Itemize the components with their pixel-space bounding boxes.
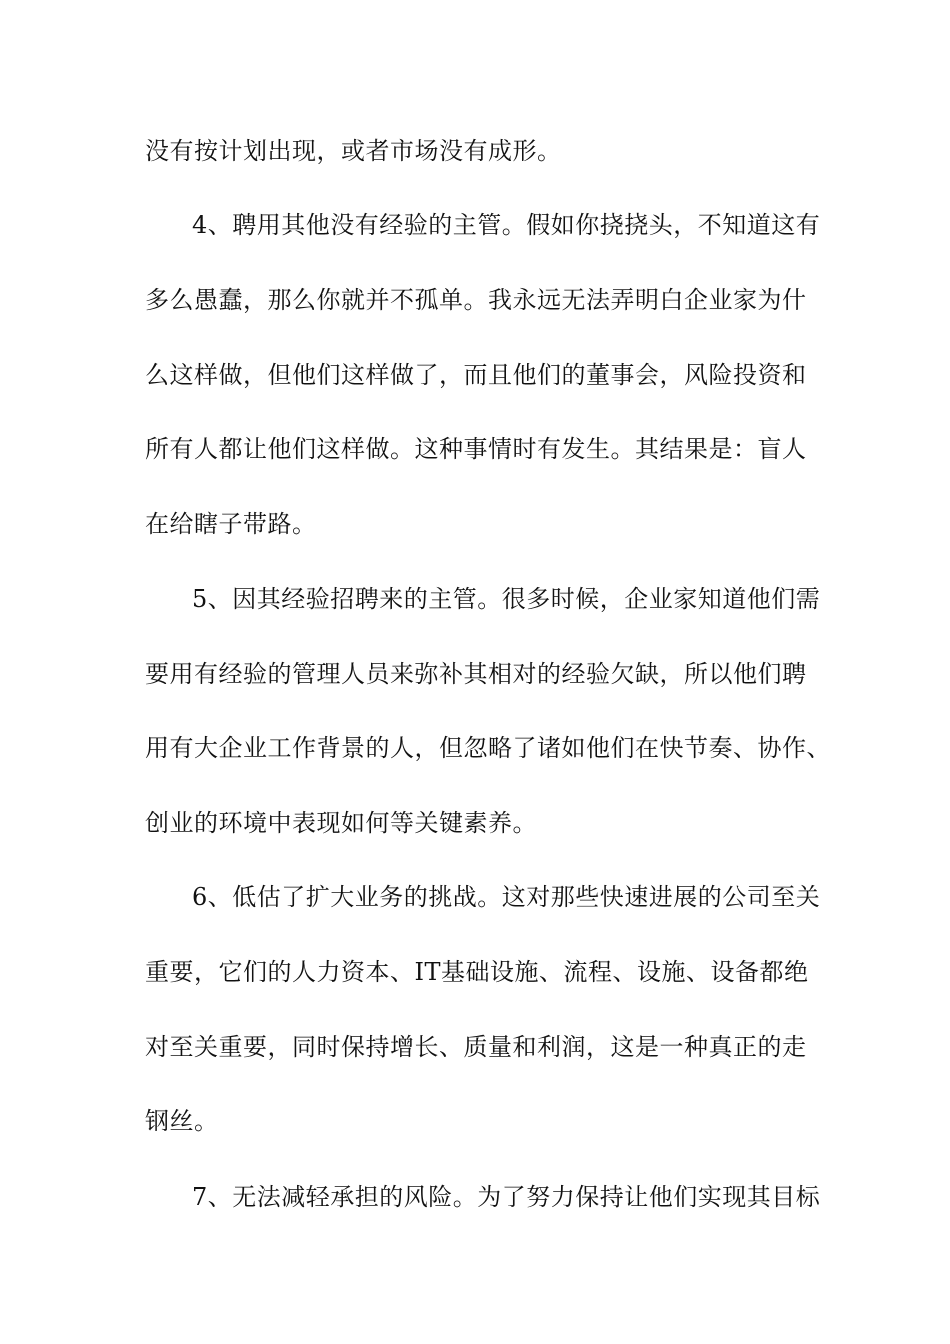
paragraph-7-start: 7、无法减轻承担的风险。为了努力保持让他们实现其目标 <box>192 1183 821 1211</box>
paragraph-6-start: 6、低估了扩大业务的挑战。这对那些快速进展的公司至关 <box>192 883 821 911</box>
paragraph-5-start: 5、因其经验招聘来的主管。很多时候，企业家知道他们需 <box>192 585 821 613</box>
text-line: 没有按计划出现，或者市场没有成形。 <box>145 137 562 165</box>
text-line: 在给瞎子带路。 <box>145 510 317 538</box>
text-line: 对至关重要，同时保持增长、质量和利润，这是一种真正的走 <box>145 1033 807 1061</box>
text-line: 多么愚蠢，那么你就并不孤单。我永远无法弄明白企业家为什 <box>145 286 807 314</box>
text-line: 钢丝。 <box>145 1107 219 1135</box>
text-line: 创业的环境中表现如何等关键素养。 <box>145 809 537 837</box>
text-line: 用有大企业工作背景的人，但忽略了诸如他们在快节奏、协作、 <box>145 734 831 762</box>
paragraph-4-start: 4、聘用其他没有经验的主管。假如你挠挠头，不知道这有 <box>192 211 821 239</box>
text-line: 所有人都让他们这样做。这种事情时有发生。其结果是：盲人 <box>145 435 807 463</box>
text-line: 重要，它们的人力资本、IT基础设施、流程、设施、设备都绝 <box>145 958 809 986</box>
text-line: 么这样做，但他们这样做了，而且他们的董事会，风险投资和 <box>145 361 807 389</box>
text-line: 要用有经验的管理人员来弥补其相对的经验欠缺，所以他们聘 <box>145 660 807 688</box>
